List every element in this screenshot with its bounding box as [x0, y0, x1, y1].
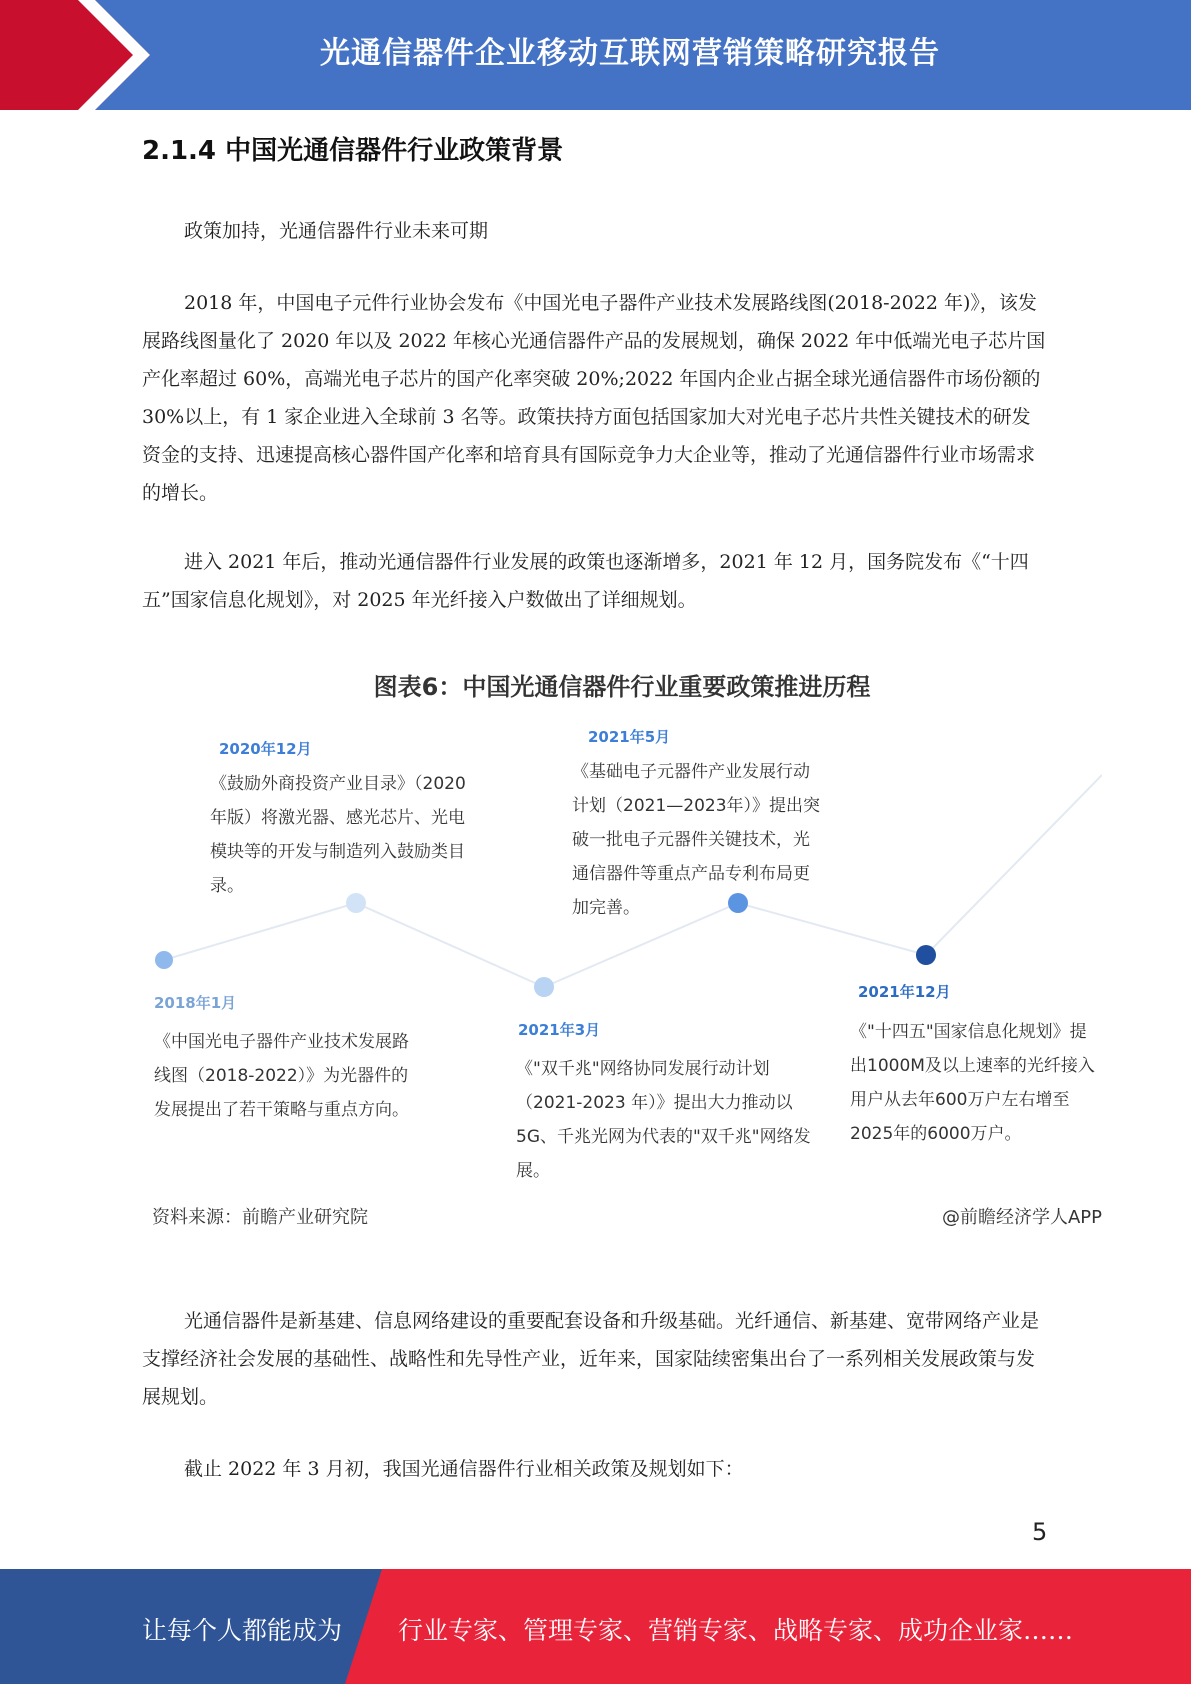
timeline-dot-2021-03 [534, 977, 554, 997]
header-band [0, 0, 1191, 110]
figure-title: 图表6：中国光通信器件行业重要政策推进历程 [373, 673, 871, 701]
paragraph-intro: 政策加持，光通信器件行业未来可期 [184, 220, 489, 242]
figure-source: 资料来源：前瞻产业研究院 [152, 1207, 368, 1228]
timeline-date-2021-05: 2021年5月 [588, 728, 671, 746]
timeline-date-2021-12: 2021年12月 [858, 983, 951, 1001]
page-number: 5 [1032, 1518, 1048, 1546]
timeline-text-2021-05: 《基础电子元器件产业发展行动计划（2021—2023年）》提出突破一批电子元器件关键技术，光通信器件等重点产品专利布局更加完善。 [572, 762, 821, 918]
timeline-date-2021-03: 2021年3月 [518, 1021, 601, 1039]
footer-band [0, 1569, 1191, 1684]
timeline-dot-2018-01 [155, 951, 173, 969]
footer-slogan-left: 让每个人都能成为 [142, 1616, 343, 1645]
paragraph-2021-policy: 进入 2021 年后，推动光通信器件行业发展的政策也逐渐增多，2021 年 12 月，国务院发布《“十四五”国家信息化规划》，对 2025 年光纤接入户数做出了详细规划。 [142, 551, 1029, 611]
timeline-dot-2021-12 [916, 945, 936, 965]
timeline-text-2021-03: 《"双千兆"网络协同发展行动计划（2021-2023 年）》提出大力推动以 5G、千兆光网为代表的"双千兆"网络发展。 [516, 1059, 811, 1181]
paragraph-policy-list-intro: 截止 2022 年 3 月初，我国光通信器件行业相关政策及规划如下： [184, 1458, 744, 1480]
paragraph-infrastructure: 光通信器件是新基建、信息网络建设的重要配套设备和升级基础。光纤通信、新基建、宽带网络产业是支撑经济社会发展的基础性、战略性和先导性产业，近年来，国家陆续密集出台了一系列相关发展政策与发展规划。 [142, 1310, 1040, 1408]
timeline-text-2021-12: 《"十四五"国家信息化规划》提出1000M及以上速率的光纤接入用户从去年600万户左右增至2025年的6000万户。 [850, 1022, 1095, 1144]
timeline-date-2020-12: 2020年12月 [219, 740, 312, 758]
timeline-text-2018-01: 《中国光电子器件产业技术发展路线图（2018-2022）》为光器件的发展提出了若干策略与重点方向。 [154, 1032, 409, 1120]
section-title: 2.1.4 中国光通信器件行业政策背景 [142, 136, 564, 166]
footer-slogan-right: 行业专家、管理专家、营销专家、战略专家、成功企业家…… [398, 1616, 1074, 1645]
timeline-text-2020-12: 《鼓励外商投资产业目录》（2020 年版）将激光器、感光芯片、光电模块等的开发与制造列入鼓励类目录。 [210, 774, 466, 896]
paragraph-2018-roadmap: 2018 年，中国电子元件行业协会发布《中国光电子器件产业技术发展路线图(2018-2022 年)》，该发展路线图量化了 2020 年以及 2022 年核心光通信器件产品的发展规划，确保 2022 年中低端光电子芯片国产化率超过 60%，高端光电子芯片的国产化率突破 20%;2022 年国内企业占据全球光通信器件市场份额的 30%以上，有 1 家企业进入全球前 3 名等。政策扶持方面包括国家加大对光电子芯片共性关键技术的研发资金的支持、迅速提高核心器件国产化率和培育具有国际竞争力大企业等，推动了光通信器件行业市场需求的增长。 [142, 292, 1046, 504]
policy-timeline-figure [142, 655, 1102, 1255]
figure-credit: @前瞻经济学人APP [941, 1207, 1102, 1228]
timeline-date-2018-01: 2018年1月 [154, 994, 237, 1012]
report-title: 光通信器件企业移动互联网营销策略研究报告 [320, 36, 940, 71]
